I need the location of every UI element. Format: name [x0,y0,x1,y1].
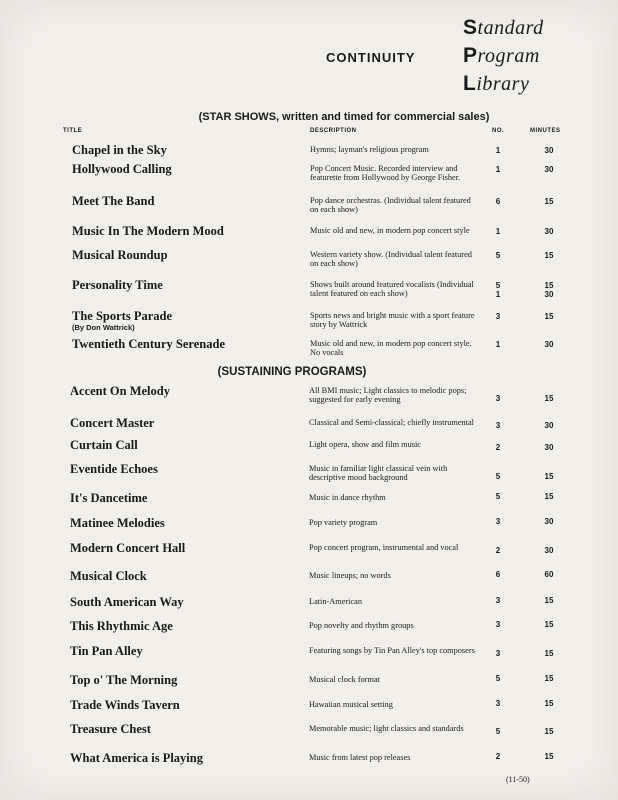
program-episode-count: 6 [495,197,501,206]
program-minutes: 15 [544,620,554,629]
program-episode-count: 1 [495,165,501,174]
program-description: Western variety show. (Individual talent featured on each show) [310,250,472,268]
program-minutes: 30 [544,421,554,430]
program-title: Concert Master [70,416,155,430]
program-minutes: 15 [544,197,554,206]
library-line-standard: Standard [463,16,544,39]
program-description: Music old and new, in modern pop concert style. No vocals [310,339,472,357]
program-byline: (By Don Wattrick) [72,323,135,332]
program-minutes: 60 [544,570,554,579]
program-minutes: 30 [544,546,554,555]
program-minutes: 15 [544,752,554,761]
program-title: This Rhythmic Age [70,619,173,633]
program-title: What America is Playing [70,751,203,765]
program-minutes: 15 [544,674,554,683]
program-title: Personality Time [72,278,163,292]
program-description: Music lineups; no words [309,571,391,580]
program-title: Trade Winds Tavern [70,698,180,712]
program-minutes: 15 [544,596,554,605]
column-header-minutes: MINUTES [530,128,561,134]
program-episode-count: 3 [495,620,501,629]
program-title: Meet The Band [72,194,155,208]
program-episode-count: 5 [495,251,501,260]
program-description: Pop dance orchestras. (Individual talent featured on each show) [310,196,471,214]
program-title: Treasure Chest [70,722,151,736]
program-minutes: 15 [544,492,554,501]
program-description: Hawaiian musical setting [309,700,393,709]
program-description: Pop concert program, instrumental and vocal [309,543,459,552]
program-title: Twentieth Century Serenade [72,337,225,351]
star-shows-heading: (STAR SHOWS, written and timed for commercial sales) [198,111,490,123]
program-title: Tin Pan Alley [70,644,143,658]
program-minutes: 15 [544,699,554,708]
program-description: Music from latest pop releases [309,753,411,762]
program-description: Light opera, show and film music [309,440,421,449]
program-title: The Sports Parade [72,309,172,323]
program-minutes: 15 [544,472,554,481]
column-header-no: NO. [492,128,505,134]
library-title [463,14,544,98]
column-header-description: DESCRIPTION [310,128,357,134]
program-episode-count: 3 [495,421,501,430]
program-description: Featuring songs by Tin Pan Alley's top composers [309,646,475,655]
program-title: Matinee Melodies [70,516,165,530]
program-title: Music In The Modern Mood [72,224,224,238]
program-title: Musical Roundup [72,248,168,262]
program-minutes: 15 30 [544,281,554,299]
program-minutes: 15 [544,251,554,260]
program-episode-count: 5 [495,727,501,736]
program-episode-count: 2 [495,546,501,555]
program-minutes: 30 [544,340,554,349]
program-description: Latin-American [309,597,362,606]
program-minutes: 15 [544,394,554,403]
program-title: Modern Concert Hall [70,541,186,555]
program-description: Sports news and bright music with a sport feature story by Wattrick [310,311,475,329]
program-description: Shows built around featured vocalists (Individual talent featured on each show) [310,280,474,298]
program-description: Pop Concert Music. Recorded interview and featurette from Hollywood by George Fisher. [310,164,461,182]
program-description: Musical clock format [309,675,380,684]
program-episode-count: 2 [495,443,501,452]
program-description: Music in familiar light classical vein with descriptive mood background [309,464,448,482]
program-episode-count: 3 [495,699,501,708]
program-episode-count: 5 [495,674,501,683]
column-header-title: TITLE [63,128,83,134]
program-episode-count: 1 [495,340,501,349]
program-description: Memorable music; light classics and standards [309,724,464,733]
program-episode-count: 3 [495,394,501,403]
program-episode-count: 6 [495,570,501,579]
program-minutes: 30 [544,443,554,452]
program-description: All BMI music; Light classics to melodic pops; suggested for early evening [309,386,467,404]
program-title: Chapel in the Sky [72,143,167,157]
program-minutes: 30 [544,165,554,174]
program-minutes: 15 [544,649,554,658]
program-title: Accent On Melody [70,384,170,398]
program-description: Music in dance rhythm [309,493,386,502]
program-episode-count: 5 [495,492,501,501]
continuity-heading: CONTINUITY [326,50,416,65]
program-minutes: 30 [544,146,554,155]
program-episode-count: 3 [495,596,501,605]
program-episode-count: 1 [495,227,501,236]
program-episode-count: 5 [495,472,501,481]
program-title: Curtain Call [70,438,138,452]
program-description: Music old and new, in modern pop concert style [310,226,470,235]
program-description: Classical and Semi-classical; chiefly instrumental [309,418,474,427]
program-episode-count: 2 [495,752,501,761]
program-title: Musical Clock [70,569,147,583]
program-minutes: 15 [544,312,554,321]
program-episode-count: 3 [495,649,501,658]
sustaining-heading: (SUSTAINING PROGRAMS) [217,366,367,378]
program-description: Pop novelty and rhythm groups [309,621,414,630]
program-episode-count: 3 [495,517,501,526]
program-minutes: 30 [544,227,554,236]
program-episode-count: 5 1 [495,281,501,299]
program-episode-count: 3 [495,312,501,321]
program-minutes: 15 [544,727,554,736]
program-title: South American Way [70,595,184,609]
program-minutes: 30 [544,517,554,526]
program-title: Top o' The Morning [70,673,178,687]
program-description: Hymns; layman's religious program [310,145,429,154]
program-title: It's Dancetime [70,491,148,505]
program-description: Pop variety program [309,518,378,527]
library-line-program: Program [463,44,540,67]
program-title: Eventide Echoes [70,462,158,476]
program-title: Hollywood Calling [72,162,172,176]
library-line-library: Library [463,72,530,95]
footer-code: (11-50) [506,775,530,784]
program-episode-count: 1 [495,146,501,155]
